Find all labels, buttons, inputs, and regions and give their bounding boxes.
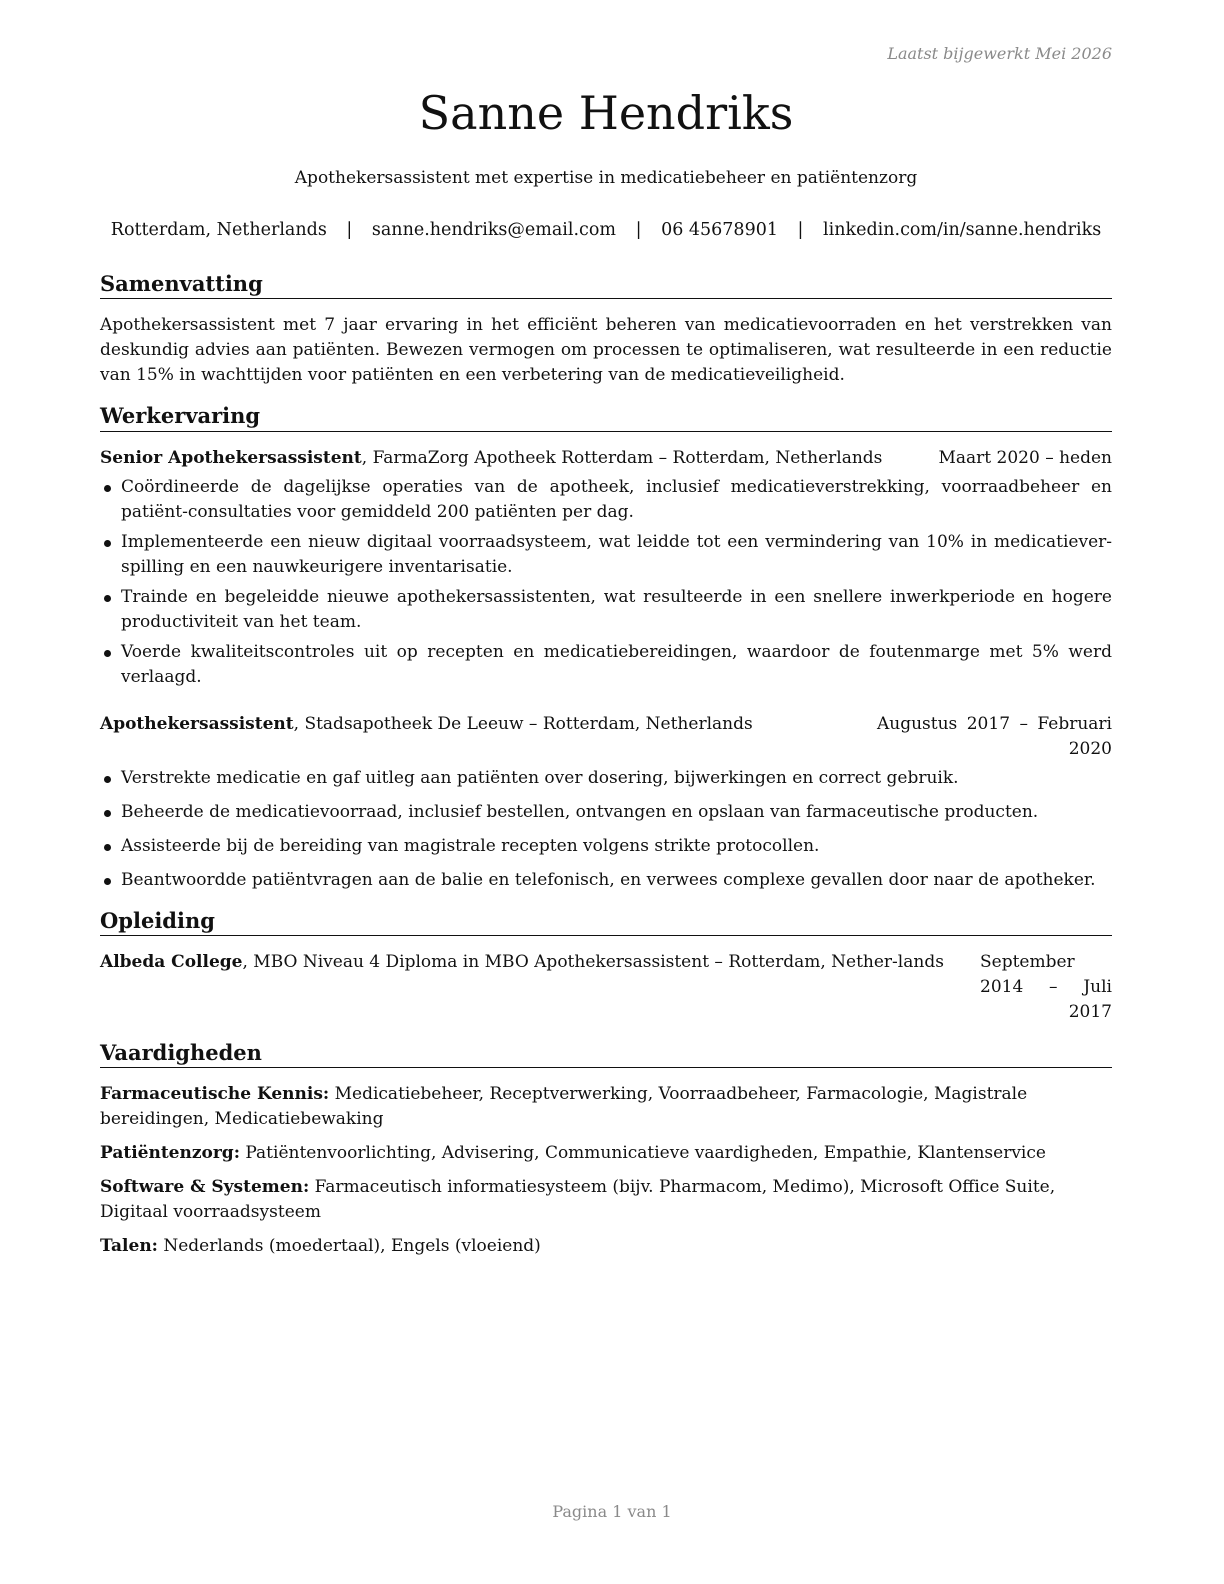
list-item: Voerde kwaliteitscontroles uit op recepten en medicatiebereidingen, waardoor de foutenmarge met 5% werd verlaagd.: [100, 640, 1112, 690]
skill-group: [100, 1175, 1112, 1225]
skill-value: Nederlands (moedertaal), Engels (vloeiend): [157, 1236, 541, 1257]
skill-value: Farmaceutisch informatiesysteem (bijv. Pharmacom, Medimo), Microsoft Office Suite, Digitaal voorraadsysteem: [100, 1177, 1056, 1223]
skill-value: Patiëntenvoorlichting, Advisering, Communicatieve vaardigheden, Empathie, Klantenservice: [239, 1143, 1046, 1164]
contact-separator: |: [346, 220, 353, 240]
section-title-experience: Werkervaring: [100, 402, 1112, 431]
skills-section: [100, 1039, 1112, 1259]
page-number: Pagina 1 van 1: [552, 1502, 672, 1521]
list-item: Beantwoordde patiëntvragen aan de balie en telefonisch, en verwees complexe gevallen door naar de apotheker.: [100, 868, 1112, 893]
skill-group: [100, 1141, 1112, 1166]
education-title-line: [100, 950, 964, 975]
contact-phone: 06 45678901: [661, 220, 778, 240]
contact-email[interactable]: sanne.hendriks@email.com: [371, 220, 616, 240]
section-title-summary: Samenvatting: [100, 270, 1112, 299]
section-title-skills: Vaardigheden: [100, 1039, 1112, 1068]
job-role: Apothekersassistent: [100, 713, 294, 734]
list-item: Assisteerde bij de bereiding van magistrale recepten volgens strikte protocollen.: [100, 834, 1112, 859]
skill-label: Farmaceutische Kennis:: [100, 1084, 330, 1105]
list-item: Implementeerde een nieuw digitaal voorraadsysteem, wat leidde tot een vermindering van 10% in medicatiever-spilling en een nauwkeurigere inventarisatie.: [100, 530, 1112, 580]
skill-group: [100, 1234, 1112, 1259]
contact-line: [100, 220, 1112, 240]
skill-value: Medicatiebeheer, Receptverwerking, Voorraadbeheer, Farmacologie, Magistrale bereidingen, Medicatiebewaking: [100, 1084, 1028, 1130]
contact-separator: |: [635, 220, 642, 240]
list-item: Verstrekte medicatie en gaf uitleg aan patiënten over dosering, bijwerkingen en correct gebruik.: [100, 766, 1112, 791]
job-bullets: [100, 766, 1112, 893]
job-entry: [100, 712, 1112, 893]
job-dates: Augustus 2017 – Februari 2020: [877, 713, 1112, 759]
skill-label: Talen:: [100, 1236, 158, 1257]
last-updated-note: Laatst bijgewerkt Mei 2026: [887, 44, 1112, 63]
job-bullets: [100, 475, 1112, 690]
education-school: Albeda College: [100, 951, 243, 972]
resume-page: [100, 0, 1112, 1584]
section-title-education: Opleiding: [100, 907, 1112, 936]
job-header: [100, 712, 1112, 762]
summary-section: [100, 270, 1112, 388]
skill-label: Patiëntenzorg:: [100, 1143, 240, 1164]
education-dates: September 2014 – Juli 2017: [980, 951, 1112, 1022]
tagline: Apothekersassistent met expertise in medicatiebeheer en patiëntenzorg: [294, 168, 918, 188]
contact-linkedin[interactable]: linkedin.com/in/sanne.hendriks: [823, 220, 1102, 240]
contact-location: Rotterdam, Netherlands: [110, 220, 327, 240]
education-header: [100, 950, 1112, 1025]
job-header: [100, 446, 1112, 471]
list-item: Coördineerde de dagelijkse operaties van de apotheek, inclusief medicatieverstrekking, voorraadbeheer en patiënt-consultaties voor gemiddeld 200 patiënten per dag.: [100, 475, 1112, 525]
job-title-line: [100, 712, 861, 737]
job-employer: , FarmaZorg Apotheek Rotterdam – Rotterdam, Netherlands: [361, 447, 883, 468]
education-details: , MBO Niveau 4 Diploma in MBO Apothekersassistent – Rotterdam, Nether-lands: [242, 951, 944, 972]
list-item: Trainde en begeleidde nieuwe apothekersassistenten, wat resulteerde in een snellere inwerkperiode en hogere productiviteit van het team.: [100, 585, 1112, 635]
resume-content: [100, 270, 1112, 1273]
job-employer: , Stadsapotheek De Leeuw – Rotterdam, Netherlands: [293, 713, 753, 734]
job-title-line: [100, 446, 922, 471]
job-entry: [100, 446, 1112, 690]
contact-separator: |: [797, 220, 804, 240]
candidate-name: Sanne Hendriks: [418, 86, 794, 140]
summary-text: Apothekersassistent met 7 jaar ervaring in het efficiënt beheren van medicatievoorraden en het verstrekken van deskundig advies aan patiënten. Bewezen vermogen om processen te optimaliseren, wat resulteerde in een reductie van 15% in wachttijden voor patiënten en een verbetering van de medicatieveiligheid.: [100, 315, 1112, 386]
list-item: Beheerde de medicatievoorraad, inclusief bestellen, ontvangen en opslaan van farmaceutische producten.: [100, 800, 1112, 825]
experience-section: [100, 402, 1112, 892]
education-entry: [100, 950, 1112, 1025]
skill-label: Software & Systemen:: [100, 1177, 310, 1198]
job-dates: Maart 2020 – heden: [938, 447, 1112, 468]
job-role: Senior Apothekersassistent: [100, 447, 362, 468]
skill-group: [100, 1082, 1112, 1132]
education-section: [100, 907, 1112, 1025]
